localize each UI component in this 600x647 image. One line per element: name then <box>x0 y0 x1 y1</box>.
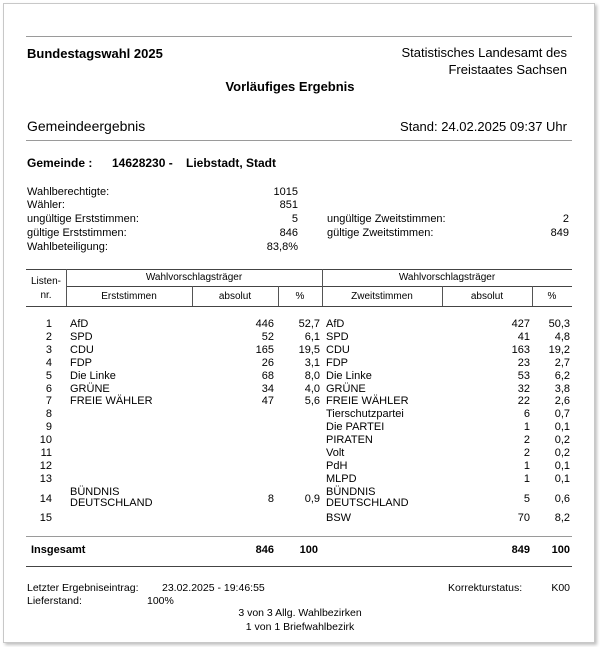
row-zweit-pct: 6,2 <box>554 369 570 382</box>
row-zweit-pct: 0,2 <box>554 447 570 459</box>
table-header-rule <box>26 306 572 307</box>
ungueltige-erst-value: 5 <box>291 213 298 225</box>
col-header-pct-left: % <box>295 291 305 302</box>
row-zweit-pct: 19,2 <box>548 343 570 356</box>
row-erst-abs: 52 <box>261 330 274 343</box>
row-zweit-abs: 1 <box>523 421 530 434</box>
row-erst-party: FDP <box>70 356 92 369</box>
row-zweit-pct: 0,1 <box>554 472 570 485</box>
row-zweit-pct: 2,7 <box>554 356 570 369</box>
total-erst-abs: 846 <box>255 544 274 556</box>
gueltige-erst-value: 846 <box>279 227 298 239</box>
election-title: Bundestagswahl 2025 <box>27 46 163 61</box>
ungueltige-zweit-value: 2 <box>562 213 569 225</box>
row-erst-pct: 52,7 <box>298 318 320 330</box>
row-zweit-abs: 22 <box>517 395 530 408</box>
table-row <box>4 422 596 435</box>
row-zweit-abs: 5 <box>523 492 530 505</box>
row-listen-nr: 14 <box>39 492 52 505</box>
top-rule <box>26 36 572 37</box>
row-zweit-pct: 0,2 <box>554 434 570 447</box>
row-zweit-pct: 0,1 <box>554 459 570 472</box>
col-header-absolut-left: absolut <box>218 291 252 302</box>
korrekturstatus-value: K00 <box>551 582 570 594</box>
total-top-rule <box>26 536 572 537</box>
row-zweit-abs: 163 <box>511 343 530 356</box>
table-row <box>4 448 596 461</box>
table-row <box>4 513 596 526</box>
col-header-absolut-right: absolut <box>470 291 504 302</box>
row-zweit-abs: 41 <box>517 330 530 343</box>
row-zweit-abs: 2 <box>523 447 530 459</box>
col-header-listen-1: Listen- <box>30 276 61 287</box>
row-zweit-abs: 32 <box>517 382 530 395</box>
table-top-rule <box>26 269 572 270</box>
row-erst-pct: 8,0 <box>304 369 320 382</box>
row-zweit-abs: 53 <box>517 369 530 382</box>
office-line-1: Statistisches Landesamt des <box>401 45 567 60</box>
letzter-eintrag-value: 23.02.2025 - 19:46:55 <box>162 582 265 594</box>
row-zweit-pct: 3,8 <box>554 382 570 395</box>
row-zweit-pct: 2,6 <box>554 395 570 408</box>
row-listen-nr: 6 <box>45 382 52 395</box>
table-mid-rule <box>66 286 572 287</box>
row-erst-party: FREIE WÄHLER <box>70 395 153 408</box>
letzter-eintrag-label: Letzter Ergebniseintrag: <box>27 582 139 594</box>
ungueltige-zweit-label: ungültige Zweitstimmen: <box>327 213 446 225</box>
row-erst-pct: 0,9 <box>304 492 320 505</box>
gemeinde-label: Gemeinde : <box>27 156 93 170</box>
row-listen-nr: 8 <box>45 408 52 421</box>
row-zweit-party: FREIE WÄHLER <box>326 395 409 408</box>
row-erst-abs: 34 <box>261 382 274 395</box>
row-listen-nr: 11 <box>40 447 52 459</box>
row-erst-pct: 19,5 <box>298 343 320 356</box>
report-page <box>3 3 595 643</box>
row-erst-pct: 4,0 <box>304 382 320 395</box>
total-zweit-pct: 100 <box>551 544 570 556</box>
col-header-listen-2: nr. <box>40 290 52 301</box>
row-zweit-party: AfD <box>326 318 345 330</box>
row-zweit-abs: 427 <box>511 318 530 330</box>
row-zweit-abs: 1 <box>523 472 530 485</box>
row-zweit-party: Tierschutzpartei <box>326 408 404 421</box>
row-zweit-abs: 23 <box>517 356 530 369</box>
row-zweit-pct: 8,2 <box>554 511 570 524</box>
row-erst-pct: 3,1 <box>304 356 320 369</box>
row-listen-nr: 5 <box>45 369 52 382</box>
row-erst-party: SPD <box>70 330 93 343</box>
row-listen-nr: 13 <box>39 472 52 485</box>
table-row <box>4 319 596 332</box>
row-listen-nr: 1 <box>45 318 52 330</box>
row-erst-party: CDU <box>70 343 94 356</box>
row-zweit-party: Die PARTEI <box>326 421 385 434</box>
row-listen-nr: 12 <box>39 459 52 472</box>
row-zweit-party: CDU <box>326 343 350 356</box>
ungueltige-erst-label: ungültige Erststimmen: <box>27 213 139 225</box>
waehler-value: 851 <box>279 199 298 211</box>
col-group-header-left: Wahlvorschlagsträger <box>145 272 243 283</box>
row-zweit-party: Volt <box>326 447 345 459</box>
waehler-label: Wähler: <box>27 199 65 211</box>
row-zweit-party: BÜNDNIS DEUTSCHLAND <box>326 485 409 509</box>
wahlbeteiligung-label: Wahlbeteiligung: <box>27 241 108 253</box>
row-zweit-abs: 6 <box>523 408 530 421</box>
header-rule <box>26 140 572 141</box>
row-zweit-abs: 70 <box>517 511 530 524</box>
wahlberechtigte-value: 1015 <box>273 186 298 198</box>
table-row <box>4 474 596 487</box>
wahlbeteiligung-value: 83,8% <box>266 241 298 253</box>
row-erst-party: AfD <box>70 318 89 330</box>
row-listen-nr: 10 <box>39 434 52 447</box>
row-listen-nr: 9 <box>45 421 52 434</box>
total-zweit-abs: 849 <box>511 544 530 556</box>
table-row <box>4 332 596 345</box>
table-row <box>4 435 596 448</box>
row-listen-nr: 4 <box>45 356 52 369</box>
row-erst-abs: 165 <box>255 343 274 356</box>
total-bottom-rule <box>26 566 572 567</box>
table-row <box>4 371 596 384</box>
row-erst-abs: 26 <box>261 356 274 369</box>
row-erst-abs: 68 <box>261 369 274 382</box>
gueltige-zweit-label: gültige Zweitstimmen: <box>327 227 434 239</box>
row-zweit-pct: 0,1 <box>554 421 570 434</box>
table-row <box>4 487 596 513</box>
row-zweit-party: MLPD <box>326 472 357 485</box>
row-listen-nr: 15 <box>39 511 52 524</box>
total-erst-pct: 100 <box>299 544 318 556</box>
bezirke-line-2: 1 von 1 Briefwahlbezirk <box>245 621 355 633</box>
table-row <box>4 345 596 358</box>
office-line-2: Freistaates Sachsen <box>448 62 567 77</box>
gueltige-zweit-value: 849 <box>550 227 569 239</box>
row-erst-pct: 5,6 <box>304 395 320 408</box>
row-erst-abs: 47 <box>261 395 274 408</box>
result-subtitle: Vorläufiges Ergebnis <box>225 79 355 94</box>
table-row <box>4 461 596 474</box>
row-listen-nr: 7 <box>45 395 52 408</box>
row-erst-pct: 6,1 <box>304 330 320 343</box>
row-zweit-party: FDP <box>326 356 348 369</box>
korrekturstatus-label: Korrekturstatus: <box>448 582 523 594</box>
row-zweit-pct: 0,6 <box>554 492 570 505</box>
row-erst-party: BÜNDNIS DEUTSCHLAND <box>70 485 153 509</box>
row-zweit-party: PdH <box>326 459 348 472</box>
row-zweit-party: BSW <box>326 511 352 524</box>
table-row <box>4 409 596 422</box>
row-zweit-pct: 50,3 <box>548 318 570 330</box>
gueltige-erst-label: gültige Erststimmen: <box>27 227 127 239</box>
row-zweit-abs: 1 <box>523 459 530 472</box>
row-zweit-party: SPD <box>326 330 349 343</box>
lieferstand-value: 100% <box>147 595 174 607</box>
row-zweit-party: PIRATEN <box>326 434 373 447</box>
col-header-erststimmen: Erststimmen <box>101 291 157 302</box>
row-erst-abs: 8 <box>267 492 274 505</box>
row-listen-nr: 3 <box>45 343 52 356</box>
bezirke-line-1: 3 von 3 Allg. Wahlbezirken <box>238 607 362 619</box>
row-zweit-party: GRÜNE <box>326 382 366 395</box>
row-zweit-pct: 4,8 <box>554 330 570 343</box>
report-type: Gemeindeergebnis <box>27 118 146 134</box>
total-label: Insgesamt <box>31 544 86 556</box>
row-zweit-pct: 0,7 <box>554 408 570 421</box>
col-header-zweitstimmen: Zweitstimmen <box>351 291 413 302</box>
row-erst-party: Die Linke <box>70 369 116 382</box>
col-header-pct-right: % <box>547 291 557 302</box>
gemeinde-code: 14628230 - <box>112 156 173 170</box>
table-row <box>4 396 596 409</box>
row-listen-nr: 2 <box>45 330 52 343</box>
wahlberechtigte-label: Wahlberechtigte: <box>27 186 110 198</box>
row-erst-abs: 446 <box>255 318 274 330</box>
stand-timestamp: Stand: 24.02.2025 09:37 Uhr <box>400 119 567 134</box>
gemeinde-name: Liebstadt, Stadt <box>186 156 277 170</box>
table-row <box>4 358 596 371</box>
lieferstand-label: Lieferstand: <box>27 595 82 607</box>
row-zweit-abs: 2 <box>523 434 530 447</box>
col-group-header-right: Wahlvorschlagsträger <box>398 272 496 283</box>
row-zweit-party: Die Linke <box>326 369 372 382</box>
row-erst-party: GRÜNE <box>70 382 110 395</box>
